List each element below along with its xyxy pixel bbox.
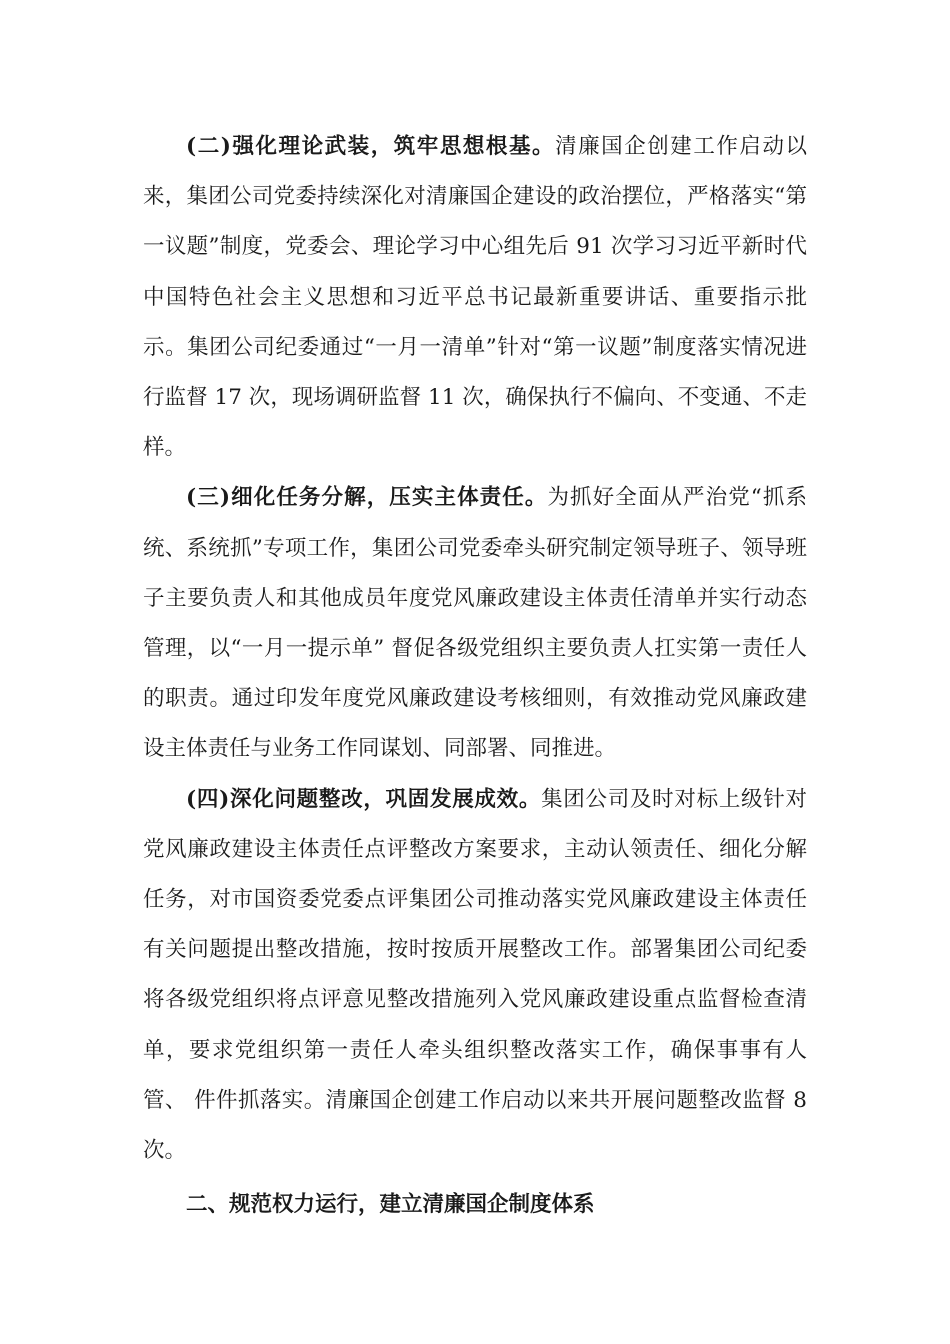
paragraph-responsibility: [143, 473, 807, 774]
paragraph-rectification: [143, 775, 807, 1177]
document-body: [143, 122, 807, 1230]
paragraph-text: 清廉国企创建工作启动以来，集团公司党委持续深化对清廉国企建设的政治摆位，严格落实“第一议题”制度，党委会、理论学习中心组先后 91 次学习习近平新时代中国特色社会主义思想和习近平总书记最新重要讲话、重要指示批示。集团公司纪委通过“一月一清单”针对“第一议题”制度落实情况进行监督 17 次，现场调研监督 11 次，确保执行不偏向、不变通、不走样。: [143, 134, 807, 461]
section-heading: 二、规范权力运行，建立清廉国企制度体系: [186, 1192, 595, 1218]
paragraph-title: (三)细化任务分解，压实主体责任。: [186, 485, 548, 511]
paragraph-text: 为抓好全面从严治党“抓系统、系统抓”专项工作，集团公司党委牵头研究制定领导班子、领导班子主要负责人和其他成员年度党风廉政建设主体责任清单并实行动态管理，以“一月一提示单” 督促各级党组织主要负责人扛实第一责任人的职责。通过印发年度党风廉政建设考核细则，有效推动党风廉政建设主体责任与业务工作同谋划、同部署、同推进。: [143, 485, 807, 762]
paragraph-theory: [143, 122, 807, 473]
paragraph-text: 集团公司及时对标上级针对党风廉政建设主体责任点评整改方案要求，主动认领责任、细化分解任务，对市国资委党委点评集团公司推动落实党风廉政建设主体责任有关问题提出整改措施，按时按质开展整改工作。部署集团公司纪委将各级党组织将点评意见整改措施列入党风廉政建设重点监督检查清单，要求党组织第一责任人牵头组织整改落实工作，确保事事有人管、 件件抓落实。清廉国企创建工作启动以来共开展问题整改监督 8 次。: [143, 786, 807, 1164]
paragraph-title: (二)强化理论武装，筑牢思想根基。: [186, 134, 556, 159]
paragraph-title: (四)深化问题整改，巩固发展成效。: [186, 786, 542, 812]
